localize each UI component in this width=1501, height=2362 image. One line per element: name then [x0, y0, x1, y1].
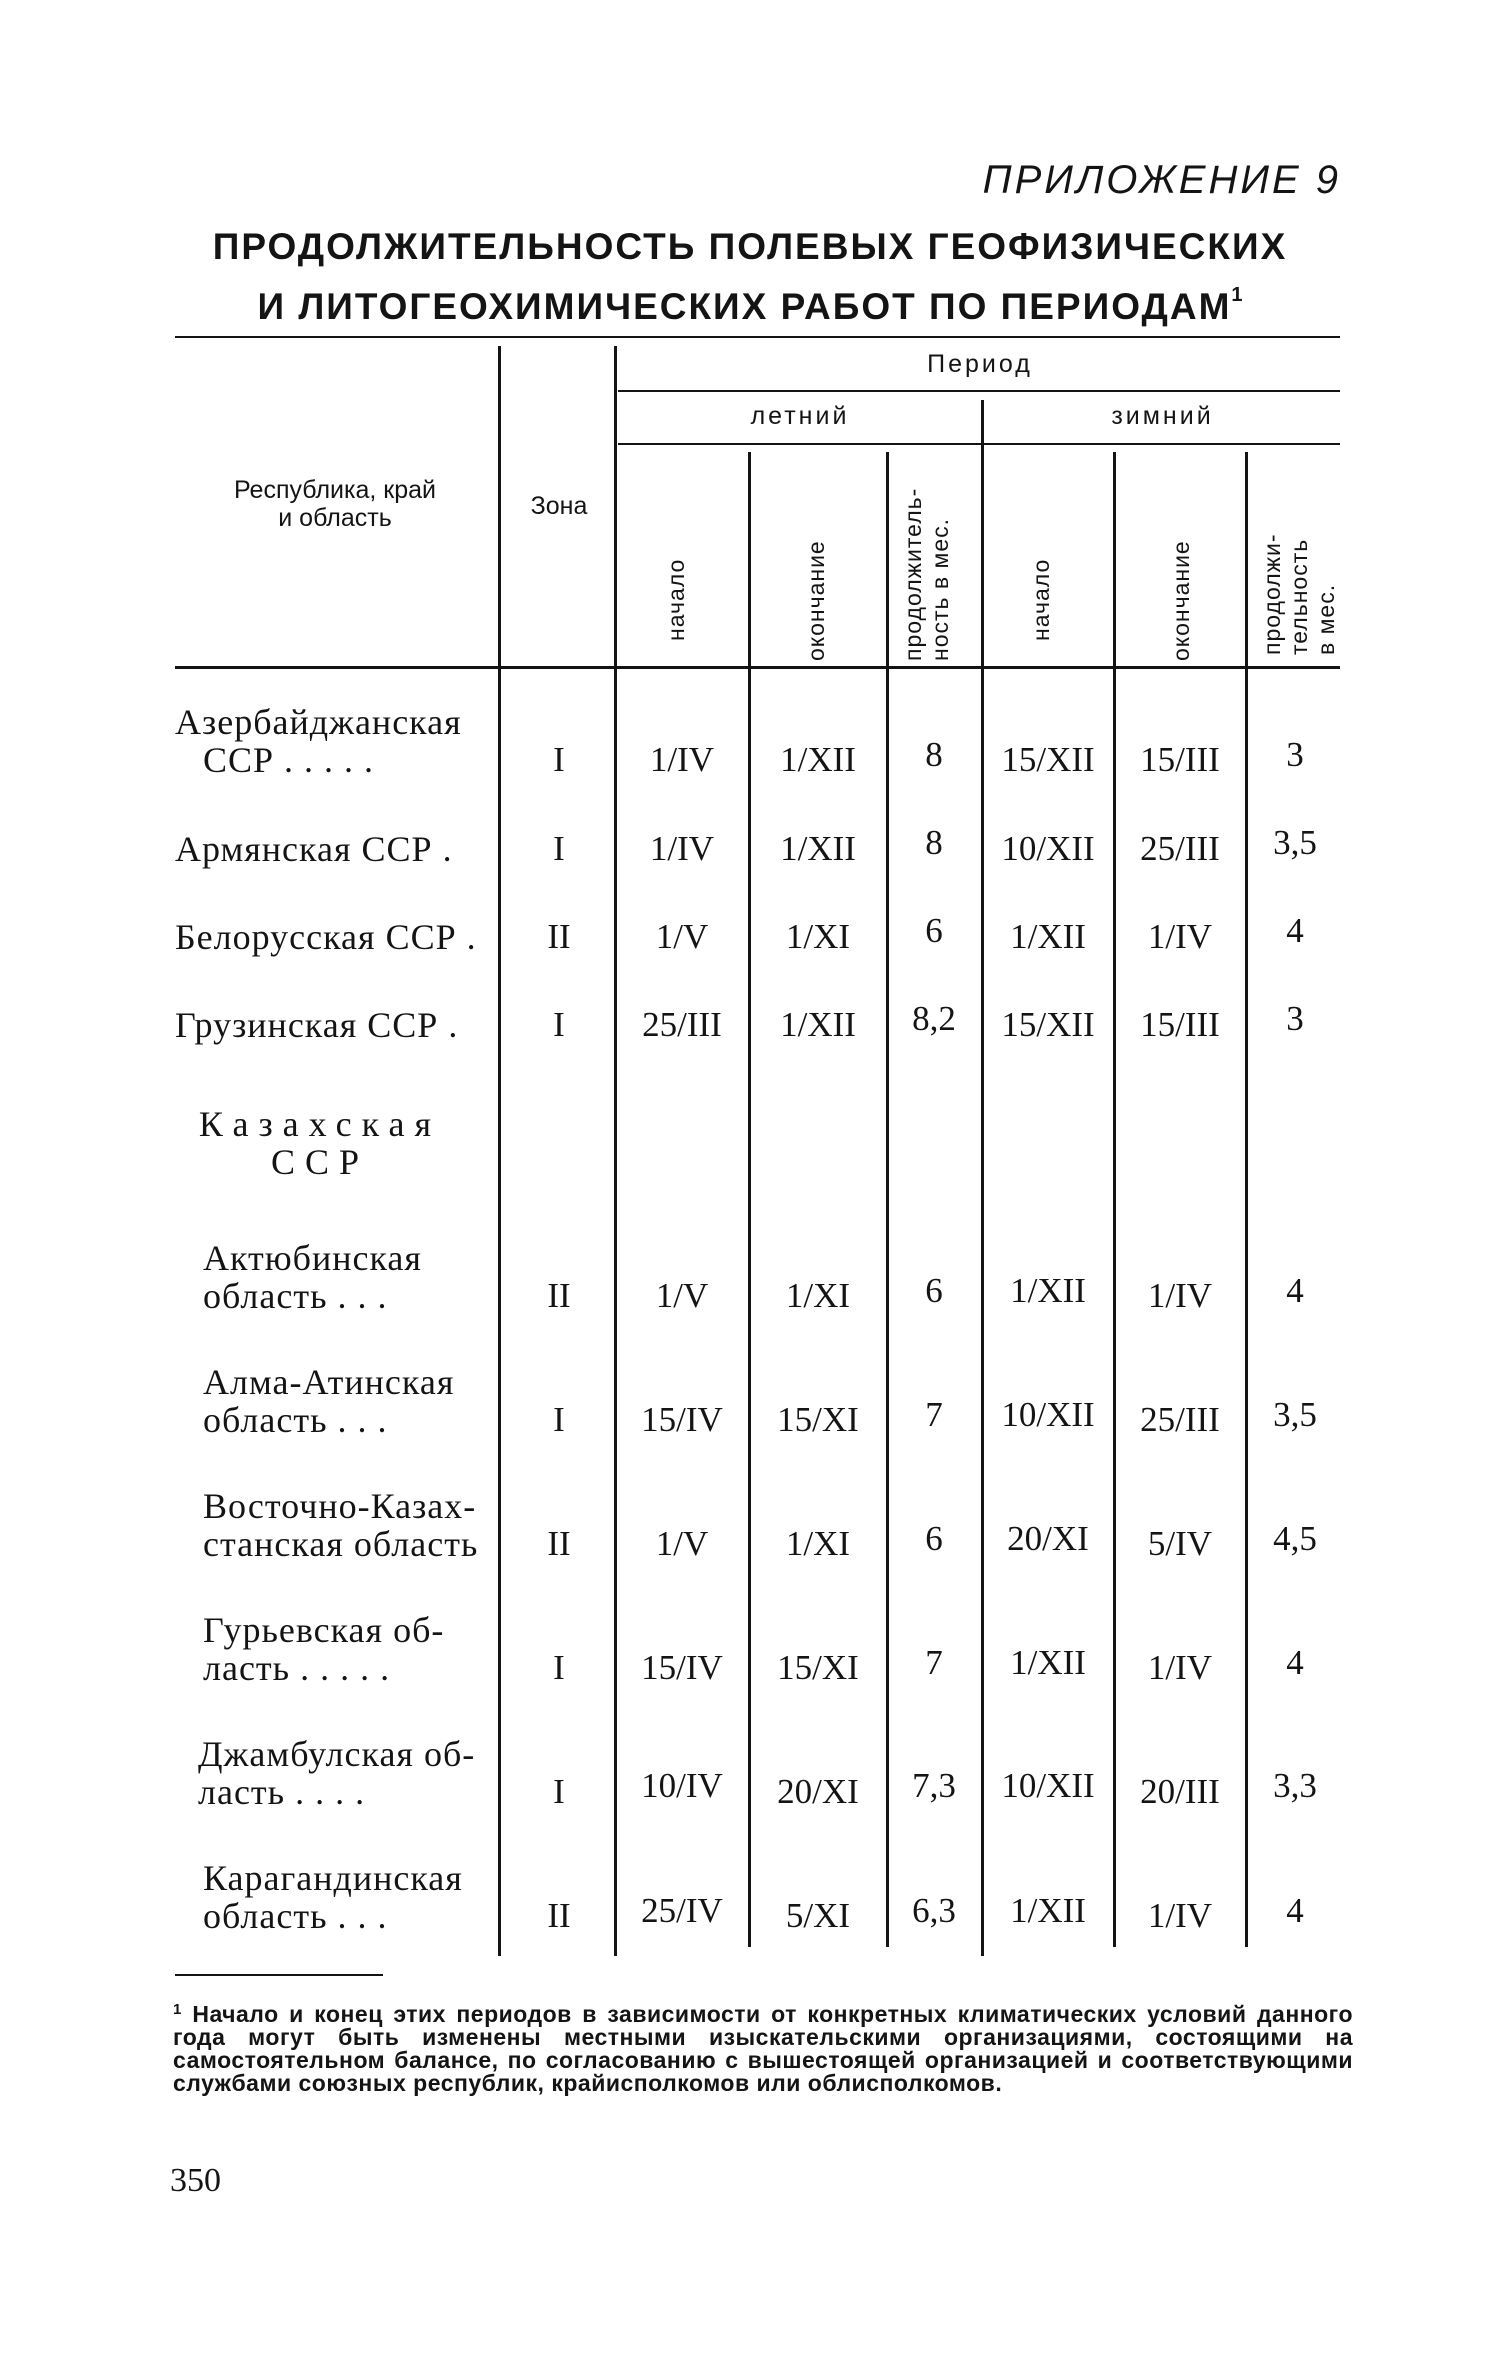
table-top-rule [175, 336, 1340, 338]
winter-end-cell: 1/IV [1147, 1648, 1213, 1687]
row-region-name [203, 1611, 444, 1687]
winter-start-cell: 1/XII [1010, 1891, 1086, 1930]
summer-duration-cell: 8 [925, 823, 943, 862]
zone-cell: I [553, 740, 565, 779]
region-name-line-2: область . . . [203, 1276, 388, 1316]
row-region-name [175, 918, 477, 956]
summer-duration-cell: 7,3 [912, 1766, 956, 1805]
winter-start-cell: 15/XII [1001, 740, 1095, 779]
header-winter-end-text: окончание [1168, 540, 1194, 661]
winter-duration-cell: 4 [1286, 1891, 1304, 1930]
header-bottom-rule [175, 666, 1340, 669]
group-label-line-1: Казахская [198, 1104, 442, 1144]
summer-start-cell: 15/IV [641, 1400, 723, 1439]
region-name-line-1: Азербайджанская [175, 702, 462, 742]
region-name-line-1: Джамбулская об- [198, 1734, 476, 1774]
header-winter-duration-line-2: тельность [1286, 538, 1312, 655]
summer-end-cell: 1/XII [780, 1005, 856, 1044]
season-underline [618, 443, 1340, 445]
appendix-label: ПРИЛОЖЕНИЕ 9 [982, 158, 1341, 202]
winter-start-cell: 10/XII [1001, 1395, 1095, 1434]
winter-duration-cell: 4 [1286, 911, 1304, 950]
winter-start-cell: 10/XII [1001, 829, 1095, 868]
header-winter: зимний [1111, 402, 1214, 430]
summer-start-cell: 25/III [642, 1005, 722, 1044]
summer-duration-cell: 8 [925, 735, 943, 774]
summer-duration-cell: 6 [925, 1519, 943, 1558]
winter-end-cell: 1/IV [1147, 1276, 1213, 1315]
summer-end-cell: 1/XII [780, 740, 856, 779]
summer-start-cell: 1/V [655, 917, 709, 956]
header-region-line-2: и область [278, 504, 392, 532]
row-region-name [198, 1735, 475, 1811]
winter-start-cell: 1/XII [1010, 1643, 1086, 1682]
region-name-line-1: Алма-Атинская [203, 1362, 455, 1402]
region-name-line-2: область . . . [203, 1400, 388, 1440]
title-line-1: ПРОДОЛЖИТЕЛЬНОСТЬ ПОЛЕВЫХ ГЕОФИЗИЧЕСКИХ [212, 226, 1288, 267]
header-region-line-1: Республика, край [233, 476, 437, 504]
winter-start-cell: 20/XI [1007, 1519, 1089, 1558]
header-summer: летний [750, 402, 850, 430]
summer-end-cell: 1/XI [785, 917, 851, 956]
summer-end-cell: 1/XII [780, 829, 856, 868]
title-line-2 [150, 271, 1350, 331]
winter-duration-cell: 3,3 [1273, 1766, 1317, 1805]
summer-start-cell: 1/IV [649, 740, 715, 779]
page-title [150, 222, 1350, 331]
winter-end-cell: 1/IV [1147, 1896, 1213, 1935]
zone-cell: I [553, 1400, 565, 1439]
column-divider-summer-end [886, 452, 889, 1947]
zone-cell: I [553, 1772, 565, 1811]
column-divider-winter-end [1245, 452, 1248, 1947]
title-line-2-text: И ЛИТОГЕОХИМИЧЕСКИХ РАБОТ ПО ПЕРИОДАМ [257, 286, 1232, 327]
title-footnote-mark: 1 [1231, 284, 1243, 306]
summer-duration-cell: 6 [925, 1271, 943, 1310]
zone-cell: I [553, 1648, 565, 1687]
winter-end-cell: 20/III [1140, 1772, 1220, 1811]
header-region [180, 476, 490, 532]
summer-duration-cell: 7 [925, 1395, 943, 1434]
header-winter-duration-line-1: продолжи- [1259, 533, 1285, 655]
winter-end-cell: 5/IV [1147, 1524, 1213, 1563]
footnote-mark: 1 [173, 2001, 182, 2018]
region-name-line-1: Белорусская ССР . [175, 917, 477, 957]
header-winter-start-text: начало [1028, 558, 1054, 641]
row-region-name [203, 1239, 422, 1315]
header-summer-duration-line-1: продолжитель- [900, 487, 926, 661]
winter-start-cell: 10/XII [1001, 1766, 1095, 1805]
summer-duration-cell: 6 [925, 911, 943, 950]
winter-duration-cell: 4,5 [1273, 1519, 1317, 1558]
summer-start-cell: 1/V [655, 1524, 709, 1563]
winter-end-cell: 15/III [1140, 740, 1220, 779]
row-region-name [175, 1006, 458, 1044]
winter-duration-cell: 4 [1286, 1271, 1304, 1310]
group-label-line-2: ССР [270, 1142, 370, 1182]
footnote-text: Начало и конец этих периодов в зависимости от конкретных климатических условий данного года могут быть изменены местными изыскательскими организациями, состоящими на самостоятельном балансе, по согласованию с вышестоящей организацией и соответствующими службами союзных республик, крайисполкомов или облисполкомов. [173, 2001, 1353, 2096]
winter-start-cell: 1/XII [1010, 1271, 1086, 1310]
summer-start-cell: 15/IV [641, 1648, 723, 1687]
region-name-line-1: Карагандинская [203, 1858, 463, 1898]
header-summer-duration-line-2: ность в мес. [927, 517, 953, 661]
winter-start-cell: 15/XII [1001, 1005, 1095, 1044]
summer-end-cell: 15/XI [777, 1400, 859, 1439]
summer-duration-cell: 6,3 [912, 1891, 956, 1930]
winter-duration-cell: 3,5 [1273, 823, 1317, 862]
summer-start-cell: 10/IV [641, 1766, 723, 1805]
region-name-line-1: Гурьевская об- [203, 1610, 445, 1650]
zone-cell: II [547, 1524, 571, 1563]
header-zone: Зона [530, 492, 588, 520]
summer-end-cell: 1/XI [785, 1524, 851, 1563]
winter-duration-cell: 3 [1286, 999, 1304, 1038]
column-divider-winter-start [1113, 452, 1116, 1947]
footnote [173, 1998, 1353, 2095]
column-divider-summer-start [748, 452, 751, 1947]
header-winter-start [1028, 481, 1068, 641]
summer-start-cell: 1/V [655, 1276, 709, 1315]
winter-duration-cell: 3,5 [1273, 1395, 1317, 1434]
header-period: Период [927, 350, 1033, 378]
header-winter-duration-line-3: в мес. [1313, 583, 1339, 655]
summer-duration-cell: 7 [925, 1643, 943, 1682]
winter-end-cell: 25/III [1140, 829, 1220, 868]
region-name-line-2: ласть . . . . . [203, 1648, 391, 1688]
header-winter-end [1168, 461, 1208, 661]
winter-duration-cell: 4 [1286, 1643, 1304, 1682]
period-underline [618, 390, 1340, 392]
winter-end-cell: 25/III [1140, 1400, 1220, 1439]
footnote-rule [175, 1974, 383, 1976]
summer-end-cell: 15/XI [777, 1648, 859, 1687]
header-summer-start-text: начало [663, 558, 689, 641]
winter-end-cell: 1/IV [1147, 917, 1213, 956]
region-name-line-1: Грузинская ССР . [175, 1005, 459, 1045]
zone-cell: I [553, 829, 565, 868]
zone-cell: II [547, 1276, 571, 1315]
region-name-line-1: Восточно-Казах- [203, 1486, 477, 1526]
group-label [180, 1105, 460, 1181]
winter-start-cell: 1/XII [1010, 917, 1086, 956]
region-name-line-1: Армянская ССР . [175, 829, 453, 869]
row-region-name [175, 830, 453, 868]
summer-end-cell: 20/XI [777, 1772, 859, 1811]
row-region-name [203, 1487, 478, 1563]
header-summer-end [803, 461, 843, 661]
header-winter-duration [1259, 465, 1341, 655]
header-summer-duration [900, 451, 960, 661]
column-divider-region [498, 346, 501, 1956]
region-name-line-2: станская область [203, 1524, 479, 1564]
region-name-line-2: ССР . . . . . [203, 740, 375, 780]
zone-cell: I [553, 1005, 565, 1044]
zone-cell: II [547, 1896, 571, 1935]
row-region-name [175, 703, 462, 779]
row-region-name [203, 1363, 454, 1439]
page-number: 350 [170, 2162, 221, 2199]
column-divider-zone [614, 346, 617, 1956]
summer-end-cell: 5/XI [785, 1896, 851, 1935]
column-divider-seasons [981, 400, 984, 1956]
header-summer-end-text: окончание [803, 540, 829, 661]
row-region-name [203, 1859, 463, 1935]
winter-end-cell: 15/III [1140, 1005, 1220, 1044]
region-name-line-2: область . . . [203, 1896, 388, 1936]
summer-end-cell: 1/XI [785, 1276, 851, 1315]
region-name-line-1: Актюбинская [203, 1238, 422, 1278]
summer-start-cell: 25/IV [641, 1891, 723, 1930]
summer-start-cell: 1/IV [649, 829, 715, 868]
zone-cell: II [547, 917, 571, 956]
winter-duration-cell: 3 [1286, 735, 1304, 774]
region-name-line-2: ласть . . . . [198, 1772, 366, 1812]
header-summer-start [663, 481, 703, 641]
summer-duration-cell: 8,2 [912, 999, 956, 1038]
